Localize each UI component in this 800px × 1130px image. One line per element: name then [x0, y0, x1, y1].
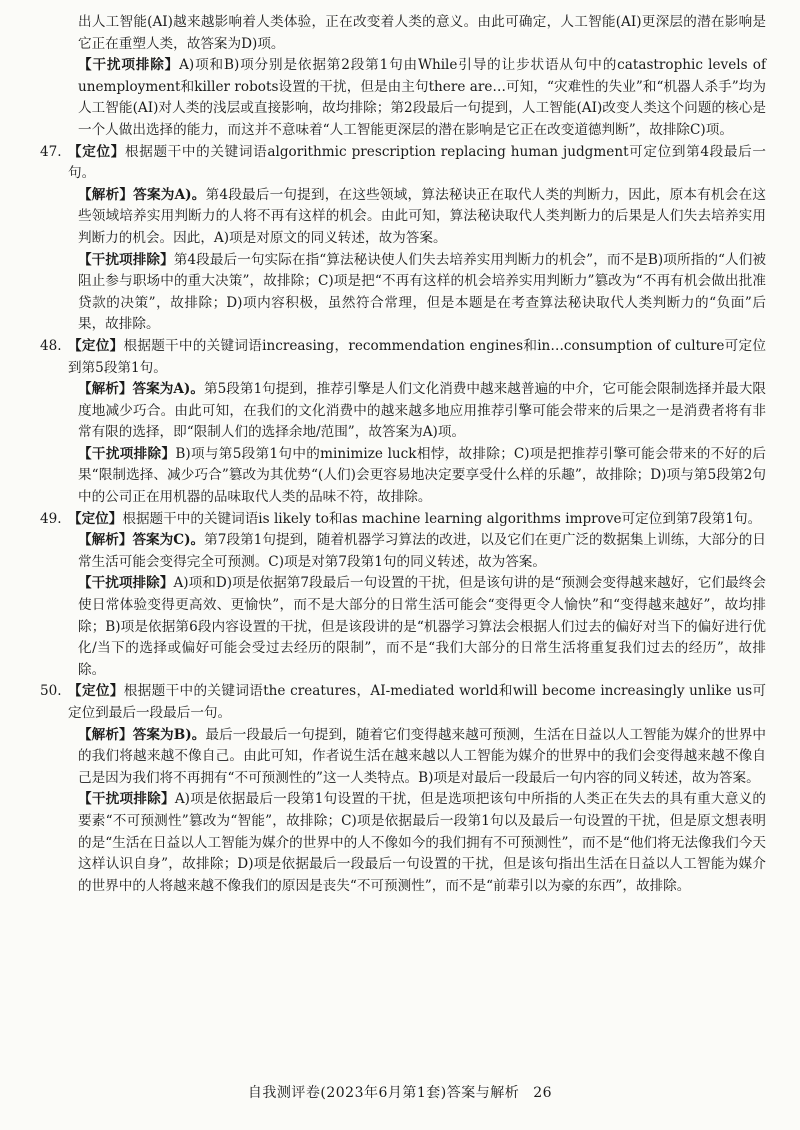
analysis-text: 第4段最后一句提到，在这些领域，算法秘诀正在取代人类的判断力，因此，原本有机会在这些领域培养实用判断力的人将不再有这样的机会。由此可知，算法秘诀取代人类判断力的后果是人们失去培养实用判断力的机会。因此，A)项是对原文的同义转述，故为答案。	[78, 186, 766, 246]
analysis-text: 最后一段最后一句提到，随着它们变得越来越可预测，生活在日益以人工智能为媒介的世界中的我们将越来越不像自己。由此可知，作者说生活在越来越以人工智能为媒介的世界中的我们会变得越来越不像自己是因为我们将不再拥有“不可预测性的”这一人类特点。B)项是对最后一段最后一句内容的同义转述，故为答案。	[78, 726, 766, 786]
analysis-tag: 【解析】答案为A)。	[78, 186, 206, 203]
page-footer	[0, 1082, 800, 1102]
distractor-text: A)项和B)项分别是依据第2段第1句由While引导的让步状语从句中的catastrophic levels of unemployment和killer robots设置的干扰，但是由主句there are…可知，“灾难性的失业”和“机器人杀手”均为人工智能(AI)对人类的浅层或直接影响，故均排除；第2段最后一句提到，人工智能(AI)改变人类这个问题的核心是一个人做出选择的能力，而这并不意味着“人工智能更深层的潜在影响是它正在改变道德判断”，故排除C)项。	[78, 57, 766, 138]
locate-text: 根据题干中的关键词语increasing，recommendation engines和in…consumption of culture可定位到第5段第1句。	[68, 337, 766, 376]
analysis-text: 第5段第1句提到，推荐引擎是人们文化消费中越来越普遍的中介，它可能会限制选择并最大限度地减少巧合。由此可知，在我们的文化消费中的越来越多地应用推荐引擎可能会带来的后果之一是消费者将有非常有限的选择，即“限制人们的选择余地/范围”，故答案为A)项。	[78, 381, 766, 441]
intro-text: 出人工智能(AI)越来越影响着人类体验，正在改变着人类的意义。由此可确定，人工智能(AI)更深层的潜在影响是它正在重塑人类，故答案为D)项。	[78, 14, 766, 52]
locate-text: 根据题干中的关键词语is likely to和as machine learning algorithms improve可定位到第7段第1句。	[122, 510, 762, 527]
locate-tag: 【定位】	[68, 143, 125, 160]
distractor-text: B)项与第5段第1句中的minimize luck相悖，故排除；C)项是把推荐引擎可能会带来的不好的后果“限制选择、减少巧合”篡改为其优势“(人们)会更容易地决定要享受什么样的乐趣”，故排除；D)项与第5段第2句中的公司正在用机器的品味取代人类的品味不符，故排除。	[78, 445, 767, 506]
analysis-paragraph	[78, 725, 766, 790]
distractor-text: A)项和D)项是依据第7段最后一句设置的干扰，但是该句讲的是“预测会变得越来越好，它们最终会使日常体验变得更高效、更愉快”，而不是大部分的日常生活可能会“变得更令人愉快”和“变得越来越好”，故均排除；B)项是依据第6段内容设置的干扰，但是该段讲的是“机器学习算法会根据人们过去的偏好对当下的偏好进行优化/当下的选择或偏好可能会受过去经历的限制”，而不是“我们大部分的日常生活将重复我们过去的经历”，故排除。	[78, 575, 767, 678]
question-number: 50.	[40, 683, 62, 700]
analysis-paragraph	[78, 185, 766, 250]
footer-title: 自我测评卷(2023年6月第1套)答案与解析	[247, 1085, 520, 1101]
locate-tag: 【定位】	[68, 510, 123, 527]
locate-paragraph	[68, 681, 766, 724]
distractor-text: A)项是依据最后一段第1句设置的干扰，但是选项把该句中所指的人类正在失去的具有重大意义的要素“不可预测性”篡改为“智能”，故排除；C)项是依据最后一段第1句以及最后一句设置的干扰，但是原文想表明的是“生活在日益以人工智能为媒介的世界中的人不像如今的我们拥有不可预测性”，而不是“他们将无法像我们今天这样认识自身”，故排除；D)项是依据最后一段最后一句设置的干扰，但是该句指出生活在日益以人工智能为媒介的世界中的人将越来越不像我们的原因是丧失“不可预测性”，而不是“前辈引以为豪的东西”，故排除。	[78, 791, 766, 894]
analysis-tag: 【解析】答案为A)。	[78, 381, 204, 398]
locate-paragraph	[68, 509, 766, 531]
locate-text: 根据题干中的关键词语algorithmic prescription replacing human judgment可定位到第4段最后一句。	[68, 143, 767, 182]
distractor-tag: 【干扰项排除】	[78, 445, 176, 462]
locate-text: 根据题干中的关键词语the creatures，AI-mediated world和will become increasingly unlike us可定位到最后一段最后一句。	[68, 683, 767, 721]
analysis-paragraph	[78, 379, 766, 444]
distractor-paragraph	[78, 250, 766, 336]
locate-paragraph	[68, 336, 766, 379]
analysis-tag: 【解析】答案为B)。	[78, 726, 206, 743]
question-50	[40, 681, 767, 897]
question-number: 49.	[40, 510, 62, 527]
distractor-paragraph	[78, 573, 766, 681]
intro-paragraph	[78, 12, 766, 55]
analysis-text: 第7段第1句提到，随着机器学习算法的改进，以及它们在更广泛的数据集上训练，大部分的日常生活可能会变得完全可预测。C)项是对第7段第1句的同义转述，故为答案。	[78, 532, 766, 570]
question-47	[40, 142, 767, 336]
analysis-tag: 【解析】答案为C)。	[78, 532, 205, 549]
distractor-tag: 【干扰项排除】	[78, 791, 175, 808]
question-49	[40, 509, 767, 682]
question-48	[40, 336, 767, 509]
distractor-tag: 【干扰项排除】	[78, 57, 180, 74]
locate-tag: 【定位】	[68, 683, 124, 700]
page-number: 26	[533, 1085, 553, 1101]
locate-tag: 【定位】	[68, 337, 124, 354]
distractor-text: 第4段最后一句实际在指“算法秘诀使人们失去培养实用判断力的机会”，而不是B)项所指的“人们被阻止参与职场中的重大决策”，故排除；C)项是把“不再有这样的机会培养实用判断力”篡改为“不再有机会做出批准贷款的决策”，故排除；D)项内容积极，虽然符合常理，但是本题是在考查算法秘诀取代人类判断力的“负面”后果，故排除。	[78, 251, 766, 333]
question-number: 47.	[40, 143, 62, 160]
distractor-tag: 【干扰项排除】	[78, 251, 174, 268]
distractor-paragraph	[78, 789, 766, 897]
question-number: 48.	[40, 337, 62, 354]
analysis-paragraph	[78, 530, 766, 573]
locate-paragraph	[68, 142, 766, 185]
distractor-paragraph	[78, 444, 766, 509]
intro-distractor-paragraph	[78, 55, 766, 141]
distractor-tag: 【干扰项排除】	[78, 575, 174, 592]
